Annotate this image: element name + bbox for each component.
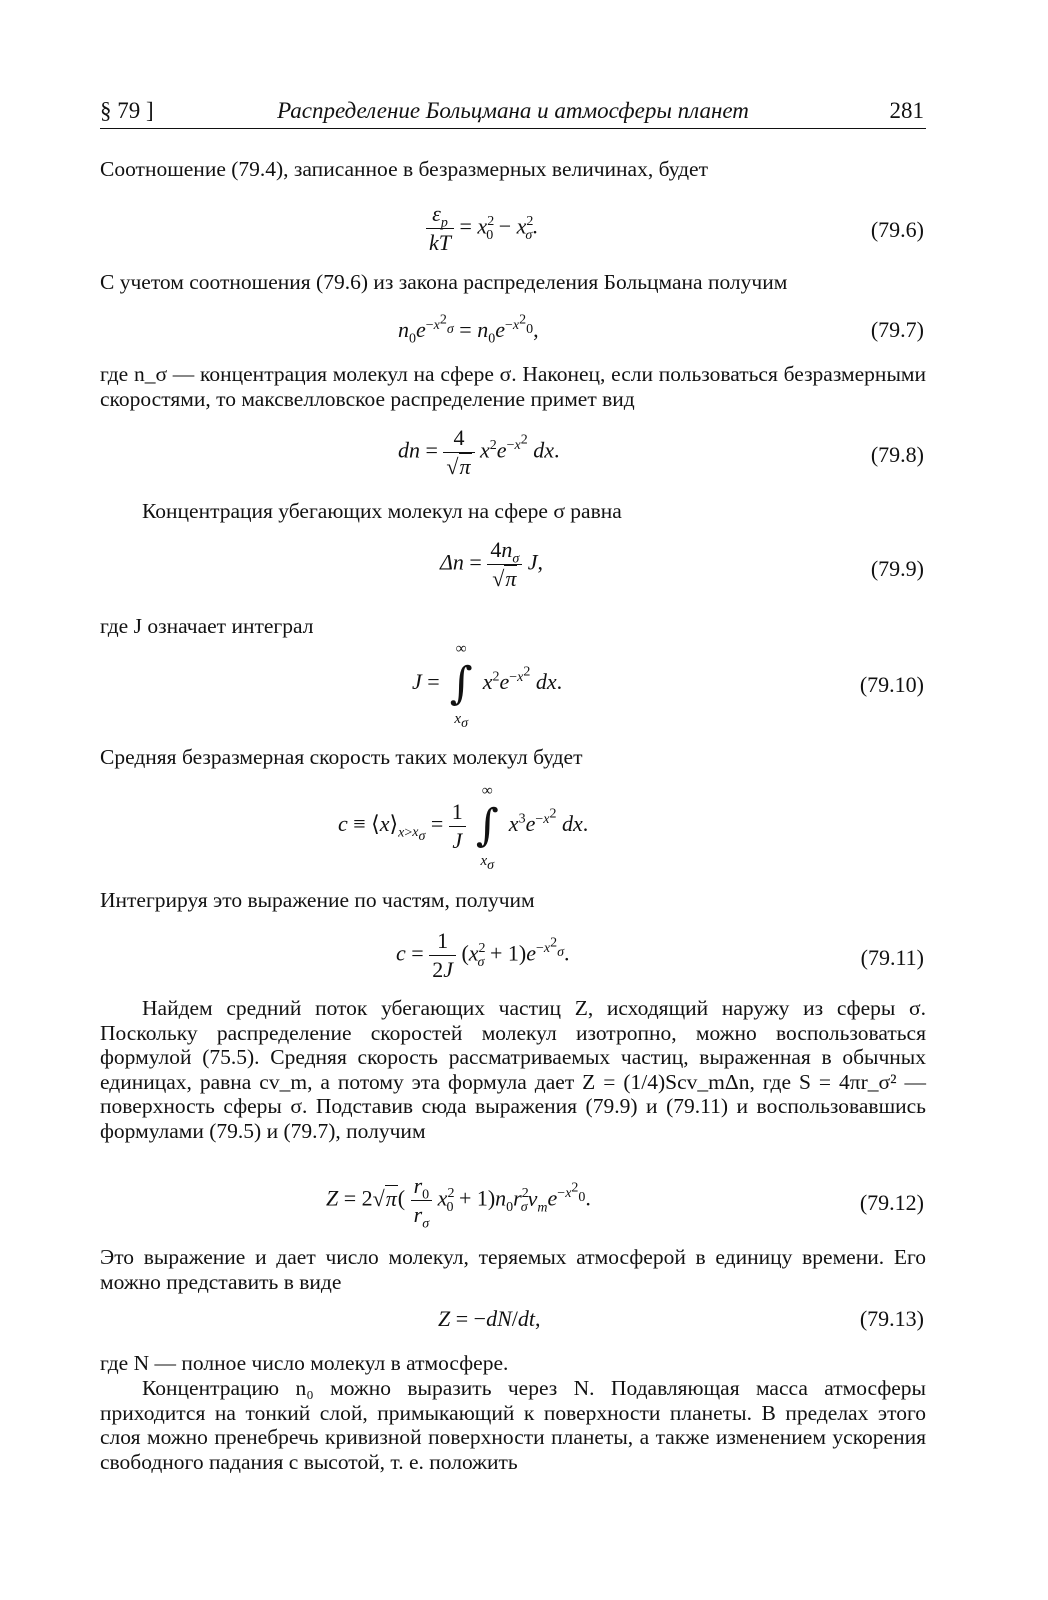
paragraph-4: Концентрация убегающих молекул на сфере σ равна — [142, 499, 622, 523]
paragraph-2: С учетом соотношения (79.6) из закона распределения Больцмана получим — [100, 270, 788, 294]
page-number: 281 — [889, 98, 924, 123]
paragraph-6: Средняя безразмерная скорость таких молекул будет — [100, 745, 583, 769]
header-section: § 79 ] — [100, 98, 154, 123]
paragraph-10: где N — полное число молекул в атмосфере. — [100, 1351, 509, 1375]
equation-number: (79.7) — [870, 317, 924, 342]
equation-number: (79.9) — [870, 556, 924, 581]
equation-number: (79.10) — [859, 672, 924, 697]
equation-number: (79.11) — [860, 945, 924, 970]
equation-79-13: Z = −dN/dt, (79.13) — [438, 1306, 924, 1331]
equation-number: (79.13) — [859, 1306, 924, 1331]
equation-79-8: dn = $\frac{4}{√\pi}$ $x^2e^{-x^2}$ dx. (79.8) — [398, 425, 924, 479]
equation-79-6: $\frac{\varepsilon_p}{kT}$ = $x^2_0 - x^2_\sigma$. (79.6) — [100, 200, 926, 260]
paragraph-11: Концентрацию n₀ можно выразить через N. Подавляющая масса атмосферы приходится на тонкий слой, примыкающий к поверхности планеты. В пределах этого слоя можно пренебречь кривизной поверхности планеты, а также изменением ускорения свободного падания с высотой, т. е. положить — [100, 1376, 926, 1474]
equation-mean-speed: $c \equiv ⟨x⟩_{x>x_\sigma}$ = $\frac{1}{J}$ ∞ ∫ $x_\sigma$ $x^3e^{-x^2}$ dx. — [338, 783, 589, 873]
equation-79-9: Δn = $\frac{4n_\sigma}{√\pi}$ J, (79.9) — [440, 537, 924, 591]
equation-79-7: $n_0e^{-x^2_\sigma} = n_0e^{-x^2_0}$, (79.7) — [398, 312, 924, 347]
paragraph-7: Интегрируя это выражение по частям, получим — [100, 888, 535, 912]
paragraph-8: Найдем средний поток убегающих частиц Z, исходящий наружу из сферы σ. Поскольку распределение скоростей молекул изотропно, можно воспользоваться формулой (75.5). Средняя скорость рассматриваемых частиц, выраженная в обычных единицах, равна cv_m, а потому эта формула дает Z = (1/4)Scv_mΔn, где S = 4πr_σ² — поверхность сферы σ. Подставив сюда выражения (79.9) и (79.11) и воспользовавшись формулами (79.5) и (79.7), получим — [100, 996, 926, 1143]
paragraph-1: Соотношение (79.4), записанное в безразмерных величинах, будет — [100, 157, 708, 181]
equation-79-12: Z = 2√π( $\frac{r_0}{r_\sigma}$ $x^2_0 + 1)n_0r^2_\sigma v_me^{-x^2_0}$. (79.12) — [326, 1173, 924, 1232]
equation-number: (79.8) — [870, 442, 924, 467]
header-title: Распределение Больцмана и атмосферы планет — [277, 98, 749, 123]
paragraph-3: где n_σ — концентрация молекул на сфере σ. Наконец, если пользоваться безразмерными скоростями, то максвелловское распределение примет вид — [100, 362, 926, 411]
equation-79-10: J = ∞ ∫ $x_\sigma$ $x^2e^{-x^2}$ dx. (79.10) — [412, 641, 924, 731]
equation-79-11: c = $\frac{1}{2J}$ $(x^2_\sigma + 1)e^{-x^2_\sigma}$. (79.11) — [396, 928, 924, 982]
running-header — [100, 94, 926, 129]
equation-number: (79.6) — [870, 217, 924, 242]
paragraph-9: Это выражение и дает число молекул, теряемых атмосферой в единицу времени. Его можно представить в виде — [100, 1245, 926, 1294]
equation-number: (79.12) — [859, 1190, 924, 1215]
paragraph-5: где J означает интеграл — [100, 614, 314, 638]
